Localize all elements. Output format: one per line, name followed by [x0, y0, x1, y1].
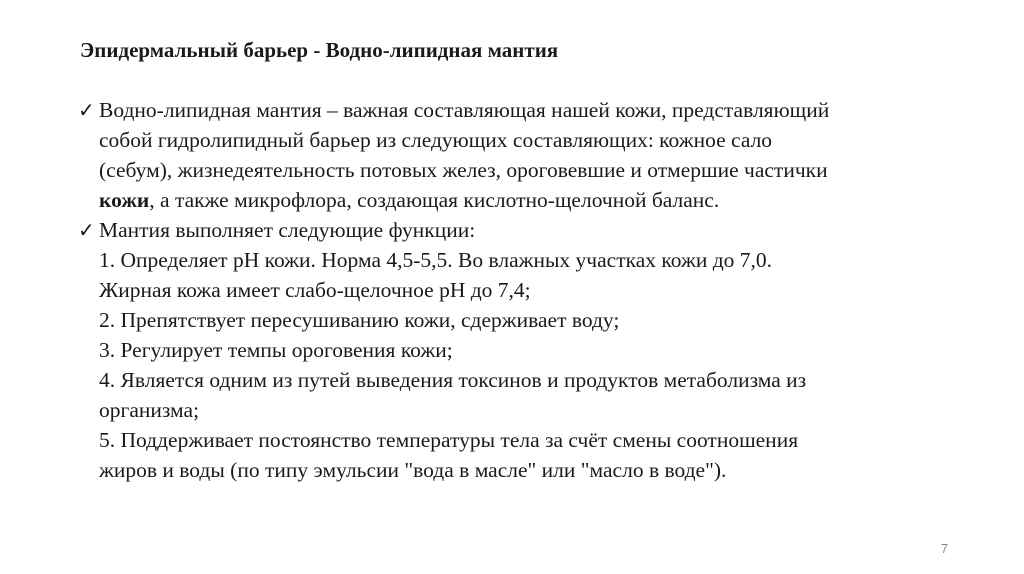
bullet-mantle-definition: [78, 95, 958, 215]
checkmark-icon: ✓: [78, 218, 95, 242]
bullet-text-line: (себум), жизнедеятельность потовых желез, ороговевшие и отмершие частички: [99, 158, 828, 182]
function-item: 4. Является одним из путей выведения токсинов и продуктов метаболизма из: [99, 368, 807, 392]
function-item: 3. Регулирует темпы ороговения кожи;: [99, 338, 453, 362]
slide-title: Эпидермальный барьер - Водно-липидная мантия: [80, 38, 559, 62]
bullet-text-line: Водно-липидная мантия – важная составляющая нашей кожи, представляющий: [99, 98, 830, 122]
bullet-text-rest: , а также микрофлора, создающая кислотно-щелочной баланс.: [149, 188, 720, 212]
function-item: организма;: [99, 398, 200, 422]
function-item: 5. Поддерживает постоянство температуры тела за счёт смены соотношения: [99, 428, 799, 452]
checkmark-icon: ✓: [78, 98, 95, 122]
function-item: 1. Определяет рН кожи. Норма 4,5-5,5. Во влажных участках кожи до 7,0.: [99, 248, 773, 272]
functions-intro: Мантия выполняет следующие функции:: [99, 218, 476, 242]
function-item: Жирная кожа имеет слабо-щелочное рН до 7,4;: [99, 278, 531, 302]
bullet-text-line: собой гидролипидный барьер из следующих составляющих: кожное сало: [99, 128, 773, 152]
function-item: жиров и воды (по типу эмульсии "вода в масле" или "масло в воде").: [99, 458, 727, 482]
page-number: 7: [940, 541, 948, 556]
function-item: 2. Препятствует пересушиванию кожи, сдерживает воду;: [99, 308, 620, 332]
bold-word: кожи: [99, 188, 150, 212]
bullet-mantle-functions: [78, 215, 958, 485]
bullet-text-line: [78, 185, 958, 215]
